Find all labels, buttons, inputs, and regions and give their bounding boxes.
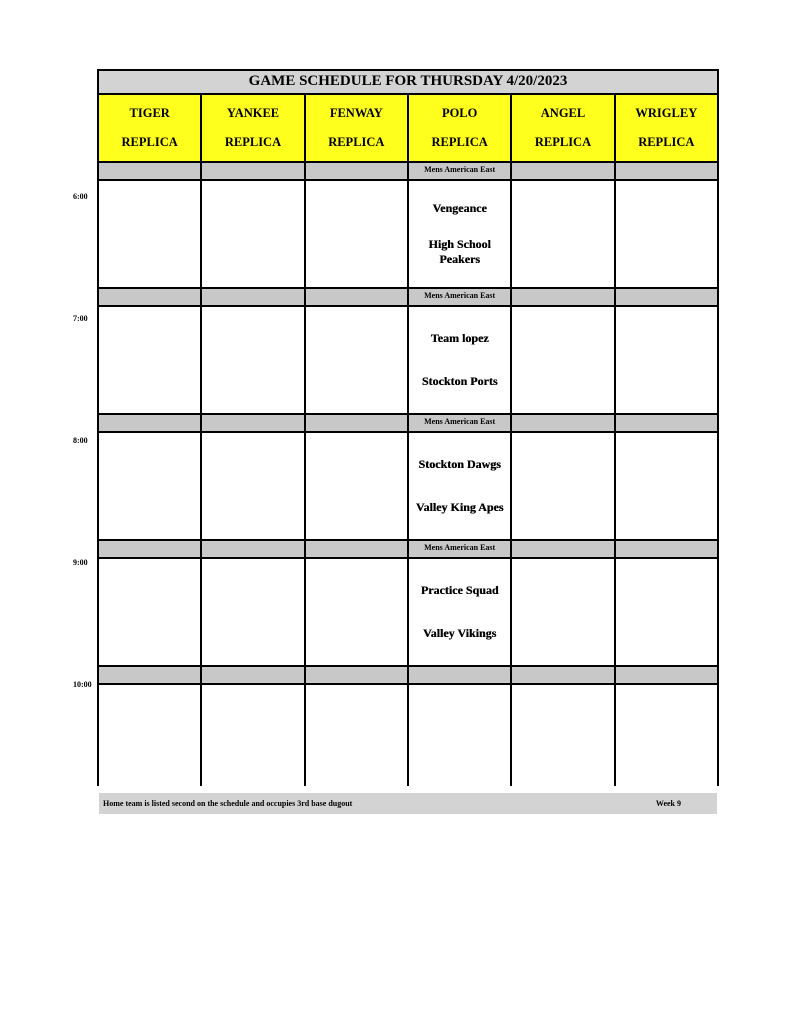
game-slot	[202, 181, 303, 287]
divider-band	[99, 667, 200, 683]
away-team: Team lopez	[430, 331, 489, 345]
game-slot	[306, 181, 407, 287]
game-slot	[202, 559, 303, 665]
game-slot	[306, 433, 407, 539]
field-type: REPLICA	[534, 135, 592, 149]
field-name: WRIGLEY	[635, 106, 698, 120]
field-type: REPLICA	[431, 135, 488, 149]
game-slot	[512, 307, 613, 413]
field-name: POLO	[441, 106, 478, 120]
divider-band	[99, 415, 200, 431]
game-slot	[306, 559, 407, 665]
time-label-9: 9:00	[73, 558, 88, 567]
divider-band	[99, 541, 200, 557]
divider-band	[512, 541, 613, 557]
field-name: FENWAY	[329, 106, 383, 120]
division-label: Mens American East	[409, 289, 510, 305]
game-slot	[409, 433, 510, 539]
time-label-7: 7:00	[73, 314, 88, 323]
game-slot	[99, 559, 200, 665]
game-slot	[616, 307, 717, 413]
footer-band	[99, 793, 717, 814]
away-team: Practice Squad	[420, 583, 499, 597]
game-slot	[99, 181, 200, 287]
division-label: Mens American East	[409, 163, 510, 179]
game-slot	[616, 559, 717, 665]
footer-note: Home team is listed second on the schedule and occupies 3rd base dugout	[103, 799, 353, 808]
field-type: REPLICA	[224, 135, 282, 149]
game-slot	[409, 559, 510, 665]
division-label: Mens American East	[409, 541, 510, 557]
game-slot	[409, 685, 510, 791]
schedule-title: GAME SCHEDULE FOR THURSDAY 4/20/2023	[99, 71, 717, 93]
home-team: Valley King Apes	[415, 500, 504, 514]
divider-band	[99, 289, 200, 305]
game-slot	[202, 433, 303, 539]
division-label	[409, 667, 510, 683]
away-team: Stockton Dawgs	[418, 457, 501, 471]
divider-band	[202, 163, 303, 179]
field-type: REPLICA	[638, 135, 695, 149]
divider-band	[616, 667, 717, 683]
game-slot	[616, 181, 717, 287]
home-team: Stockton Ports	[421, 374, 498, 388]
game-slot	[306, 685, 407, 791]
home-team: High School Peakers	[428, 236, 491, 266]
week-label: Week 9	[655, 799, 681, 808]
divider-band	[306, 163, 407, 179]
divider-band	[202, 415, 303, 431]
divider-band	[306, 415, 407, 431]
schedule-sheet	[97, 69, 719, 808]
divider-band	[306, 667, 407, 683]
divider-band	[512, 289, 613, 305]
game-slot	[409, 307, 510, 413]
home-team: Valley Vikings	[423, 626, 497, 640]
game-slot	[202, 307, 303, 413]
divider-band	[306, 541, 407, 557]
divider-band	[202, 289, 303, 305]
divider-band	[616, 163, 717, 179]
game-slot	[202, 685, 303, 791]
schedule-grid	[97, 69, 719, 808]
divider-band	[512, 667, 613, 683]
field-header	[99, 95, 200, 161]
game-slot	[512, 433, 613, 539]
game-slot	[99, 433, 200, 539]
game-slot	[512, 181, 613, 287]
time-label-10: 10:00	[73, 680, 92, 689]
game-slot	[99, 307, 200, 413]
time-label-6: 6:00	[73, 192, 88, 201]
field-name: ANGEL	[540, 106, 586, 120]
game-slot	[99, 685, 200, 791]
field-name: TIGER	[129, 106, 170, 120]
divider-band	[99, 163, 200, 179]
field-header	[202, 95, 303, 161]
divider-band	[202, 667, 303, 683]
game-slot	[616, 433, 717, 539]
field-type: REPLICA	[121, 135, 178, 149]
field-header	[616, 95, 717, 161]
time-label-8: 8:00	[73, 436, 88, 445]
field-name: YANKEE	[226, 106, 280, 120]
field-header	[306, 95, 407, 161]
divider-band	[616, 541, 717, 557]
divider-band	[512, 163, 613, 179]
game-slot	[306, 307, 407, 413]
game-slot	[616, 685, 717, 791]
divider-band	[616, 415, 717, 431]
divider-band	[512, 415, 613, 431]
division-label: Mens American East	[409, 415, 510, 431]
field-type: REPLICA	[328, 135, 385, 149]
divider-band	[616, 289, 717, 305]
game-slot	[409, 181, 510, 287]
field-header	[409, 95, 510, 161]
divider-band	[306, 289, 407, 305]
divider-band	[202, 541, 303, 557]
game-slot	[512, 559, 613, 665]
game-slot	[512, 685, 613, 791]
field-header	[512, 95, 613, 161]
away-team: Vengeance	[432, 201, 487, 216]
